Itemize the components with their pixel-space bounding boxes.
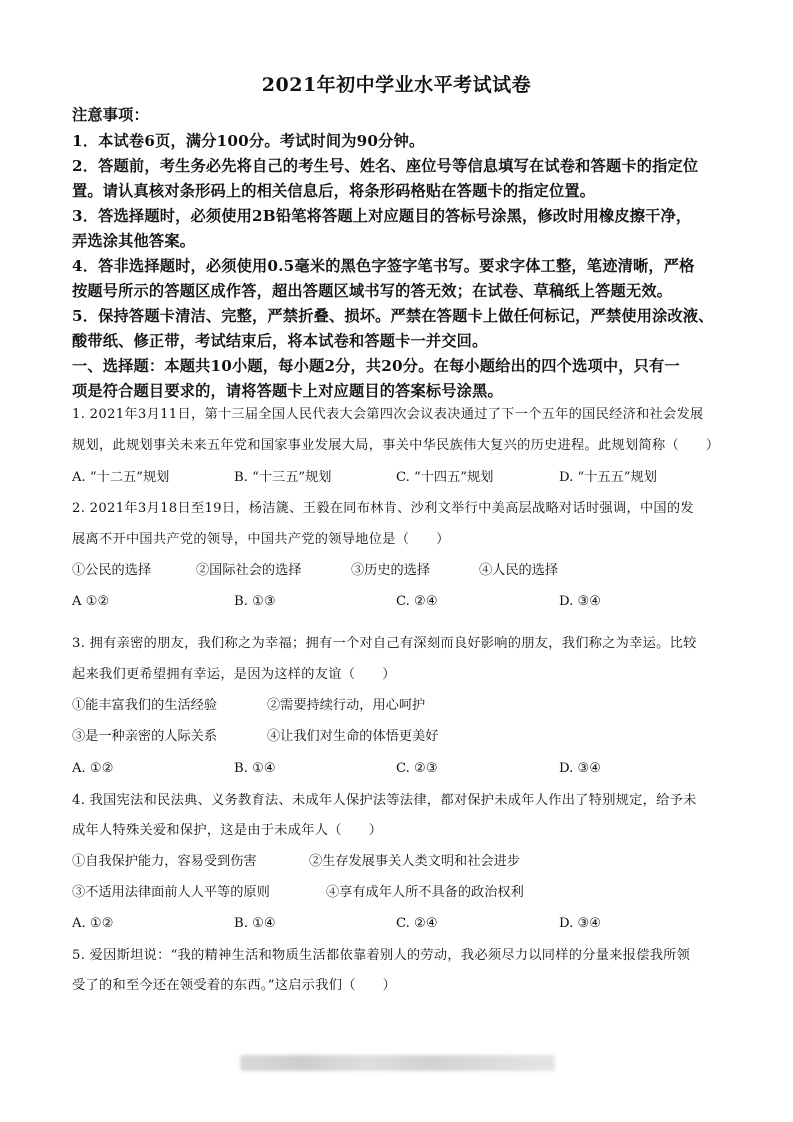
notice-4-line-1: 4．答非选择题时，必须使用0.5毫米的黑色字签字笔书写。要求字体工整，笔迹清晰，严格 xyxy=(72,257,695,275)
notice-3-line-2: 弄选涂其他答案。 xyxy=(72,232,196,250)
q4-item-3: ③不适用法律面前人人平等的原则 xyxy=(72,885,270,900)
q5-stem-line-1: 5. 爱因斯坦说：“我的精神生活和物质生活都依靠着别人的劳动，我必须尽力以同样的分量来报偿我所领 xyxy=(72,948,691,963)
q1-stem-line-1: 1. 2021年3月11日，第十三届全国人民代表大会第四次会议表决通过了下一个五年的国民经济和社会发展 xyxy=(72,407,704,422)
exam-title: 2021年初中学业水平考试试卷 xyxy=(261,74,532,96)
q3-item-3: ③是一种亲密的人际关系 xyxy=(72,729,218,744)
notice-heading: 注意事项： xyxy=(72,106,149,124)
q1-stem-line-2: 规划，此规划事关未来五年党和国家事业发展大局，事关中华民族伟大复兴的历史进程。此规划简称（ ） xyxy=(72,438,720,453)
q4-item-2: ②生存发展事关人类文明和社会进步 xyxy=(309,854,520,869)
q2-option-d: D. ③④ xyxy=(559,594,602,609)
q4-stem-line-2: 成年人特殊关爱和保护，这是由于未成年人（ ） xyxy=(72,823,383,838)
q3-option-d: D. ③④ xyxy=(559,761,602,776)
q2-item-1: ①公民的选择 xyxy=(72,563,152,578)
q3-item-2: ②需要持续行动，用心呵护 xyxy=(267,698,426,713)
q4-option-b: B. ①④ xyxy=(234,916,276,931)
notice-5-line-1: 5．保持答题卡清洁、完整，严禁折叠、损坏。严禁在答题卡上做任何标记，严禁使用涂改液、 xyxy=(72,307,714,325)
q2-item-4: ④人民的选择 xyxy=(479,563,559,578)
q3-item-1: ①能丰富我们的生活经验 xyxy=(72,698,218,713)
q2-stem-line-2: 展离不开中国共产党的领导，中国共产党的领导地位是（ ） xyxy=(72,532,450,547)
q1-option-d: D. “十五五”规划 xyxy=(559,470,657,485)
q3-stem-line-1: 3. 拥有亲密的朋友，我们称之为幸福；拥有一个对自己有深刻而良好影响的朋友，我们称之为幸运。比较 xyxy=(72,636,697,651)
q3-option-a: A. ①② xyxy=(72,761,114,776)
q1-option-c: C. “十四五”规划 xyxy=(396,470,494,485)
notice-1: 1．本试卷6页，满分100分。考试时间为90分钟。 xyxy=(72,132,425,150)
notice-2-line-2: 置。请认真核对条形码上的相关信息后，将条形码格贴在答题卡的指定位置。 xyxy=(72,182,596,200)
q3-stem-line-2: 起来我们更希望拥有幸运，是因为这样的友谊（ ） xyxy=(72,667,396,682)
section-heading-line-1: 一、选择题：本题共10小题，每小题2分，共20分。在每小题给出的四个选项中，只有一 xyxy=(72,357,680,375)
q4-stem-line-1: 4. 我国宪法和民法典、义务教育法、未成年人保护法等法律，都对保护未成年人作出了特别规定，给予未 xyxy=(72,793,697,808)
q1-option-a: A. “十二五”规划 xyxy=(72,470,170,485)
q2-stem-line-1: 2. 2021年3月18日至19日，杨洁篪、王毅在同布林肯、沙利文举行中美高层战略对话时强调，中国的发 xyxy=(72,501,694,516)
q3-option-c: C. ②③ xyxy=(396,761,438,776)
q2-item-2: ②国际社会的选择 xyxy=(196,563,302,578)
q2-option-b: B. ①③ xyxy=(234,594,276,609)
q4-option-a: A. ①② xyxy=(72,916,114,931)
q4-option-c: C. ②④ xyxy=(396,916,438,931)
q5-stem-line-2: 受了的和至今还在领受着的东西。”这启示我们（ ） xyxy=(72,978,397,993)
notice-3-line-1: 3．答选择题时，必须使用2B铅笔将答题上对应题目的答标号涂黑，修改时用橡皮擦干净， xyxy=(72,207,692,225)
notice-4-line-2: 按题号所示的答题区成作答，超出答题区域书写的答无效；在试卷、草稿纸上答题无效。 xyxy=(72,282,673,300)
blurred-footer-watermark xyxy=(240,1055,555,1071)
q2-item-3: ③历史的选择 xyxy=(351,563,431,578)
q2-option-c: C. ②④ xyxy=(396,594,438,609)
q3-option-b: B. ①④ xyxy=(234,761,276,776)
section-heading-line-2: 项是符合题目要求的，请将答题卡上对应题目的答案标号涂黑。 xyxy=(72,382,503,400)
q3-item-4: ④让我们对生命的体悟更美好 xyxy=(267,729,439,744)
q1-option-b: B. “十三五”规划 xyxy=(234,470,332,485)
notice-2-line-1: 2．答题前，考生务必先将自己的考生号、姓名、座位号等信息填写在试卷和答题卡的指定位 xyxy=(72,157,699,175)
q4-item-4: ④享有成年人所不具备的政治权利 xyxy=(326,885,524,900)
q4-option-d: D. ③④ xyxy=(559,916,602,931)
q2-option-a: A ①② xyxy=(72,594,110,609)
q4-item-1: ①自我保护能力，容易受到伤害 xyxy=(72,854,257,869)
notice-5-line-2: 酸带纸、修正带，考试结束后，将本试卷和答题卡一并交回。 xyxy=(72,332,488,350)
